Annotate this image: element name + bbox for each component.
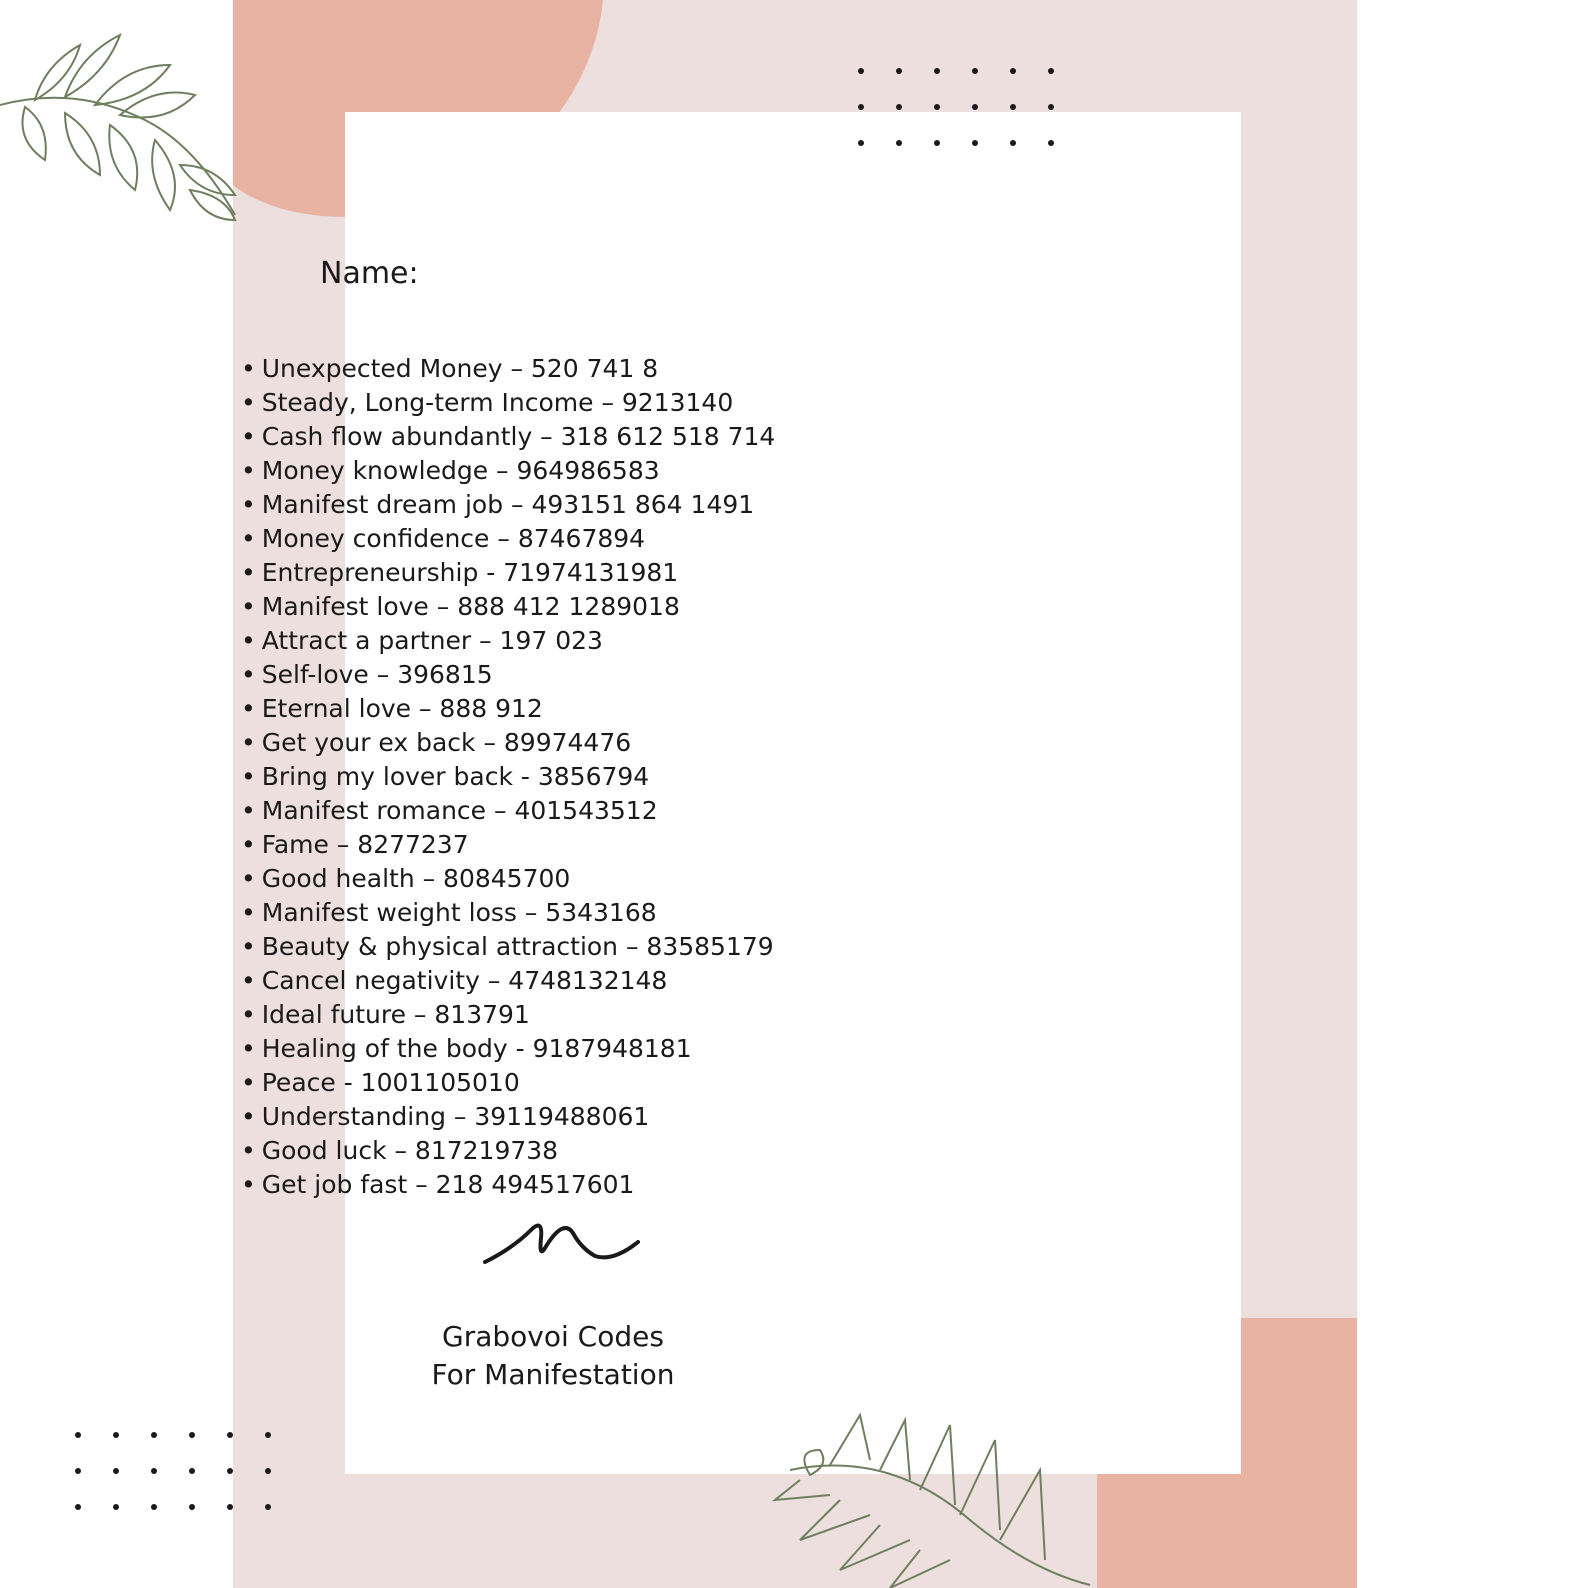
list-item: • Attract a partner – 197 023 [241, 626, 603, 655]
list-item: • Good luck – 817219738 [241, 1136, 559, 1165]
list-item: • Peace - 1001105010 [241, 1068, 520, 1097]
list-item: • Steady, Long-term Income – 9213140 [241, 388, 734, 417]
list-item: • Bring my lover back - 3856794 [241, 762, 650, 791]
footer-title-line2: For Manifestation [431, 1358, 675, 1391]
list-item: • Cash flow abundantly – 318 612 518 714 [241, 422, 776, 451]
list-item: • Cancel negativity – 4748132148 [241, 966, 668, 995]
dot-pattern-bottom-left [75, 1432, 303, 1540]
codes-list [241, 352, 775, 1202]
list-item: • Unexpected Money – 520 741 8 [241, 354, 659, 383]
list-item: • Manifest dream job – 493151 864 1491 [241, 490, 755, 519]
list-item: • Entrepreneurship - 71974131981 [241, 558, 679, 587]
list-item: • Eternal love – 888 912 [241, 694, 543, 723]
list-item: • Get your ex back – 89974476 [241, 728, 632, 757]
list-item: • Manifest weight loss – 5343168 [241, 898, 657, 927]
list-item: • Beauty & physical attraction – 83585179 [241, 932, 774, 961]
list-item: • Self-love – 396815 [241, 660, 493, 689]
list-item: • Good health – 80845700 [241, 864, 571, 893]
list-item: • Manifest romance – 401543512 [241, 796, 658, 825]
monstera-leaf-icon [770, 1410, 1100, 1588]
list-item: • Manifest love – 888 412 1289018 [241, 592, 680, 621]
footer-title-line1: Grabovoi Codes [442, 1320, 664, 1353]
list-item: • Understanding – 39119488061 [241, 1102, 650, 1131]
fern-leaf-icon [0, 25, 245, 225]
list-item: • Get job fast – 218 494517601 [241, 1170, 635, 1199]
list-item: • Fame – 8277237 [241, 830, 469, 859]
dot-pattern-top-right [858, 68, 1086, 176]
list-item: • Money knowledge – 964986583 [241, 456, 660, 485]
name-label: Name: [320, 256, 419, 291]
signature-mark [483, 1218, 643, 1268]
list-item: • Healing of the body - 9187948181 [241, 1034, 692, 1063]
footer-title [333, 1318, 773, 1394]
list-item: • Ideal future – 813791 [241, 1000, 530, 1029]
list-item: • Money confidence – 87467894 [241, 524, 646, 553]
